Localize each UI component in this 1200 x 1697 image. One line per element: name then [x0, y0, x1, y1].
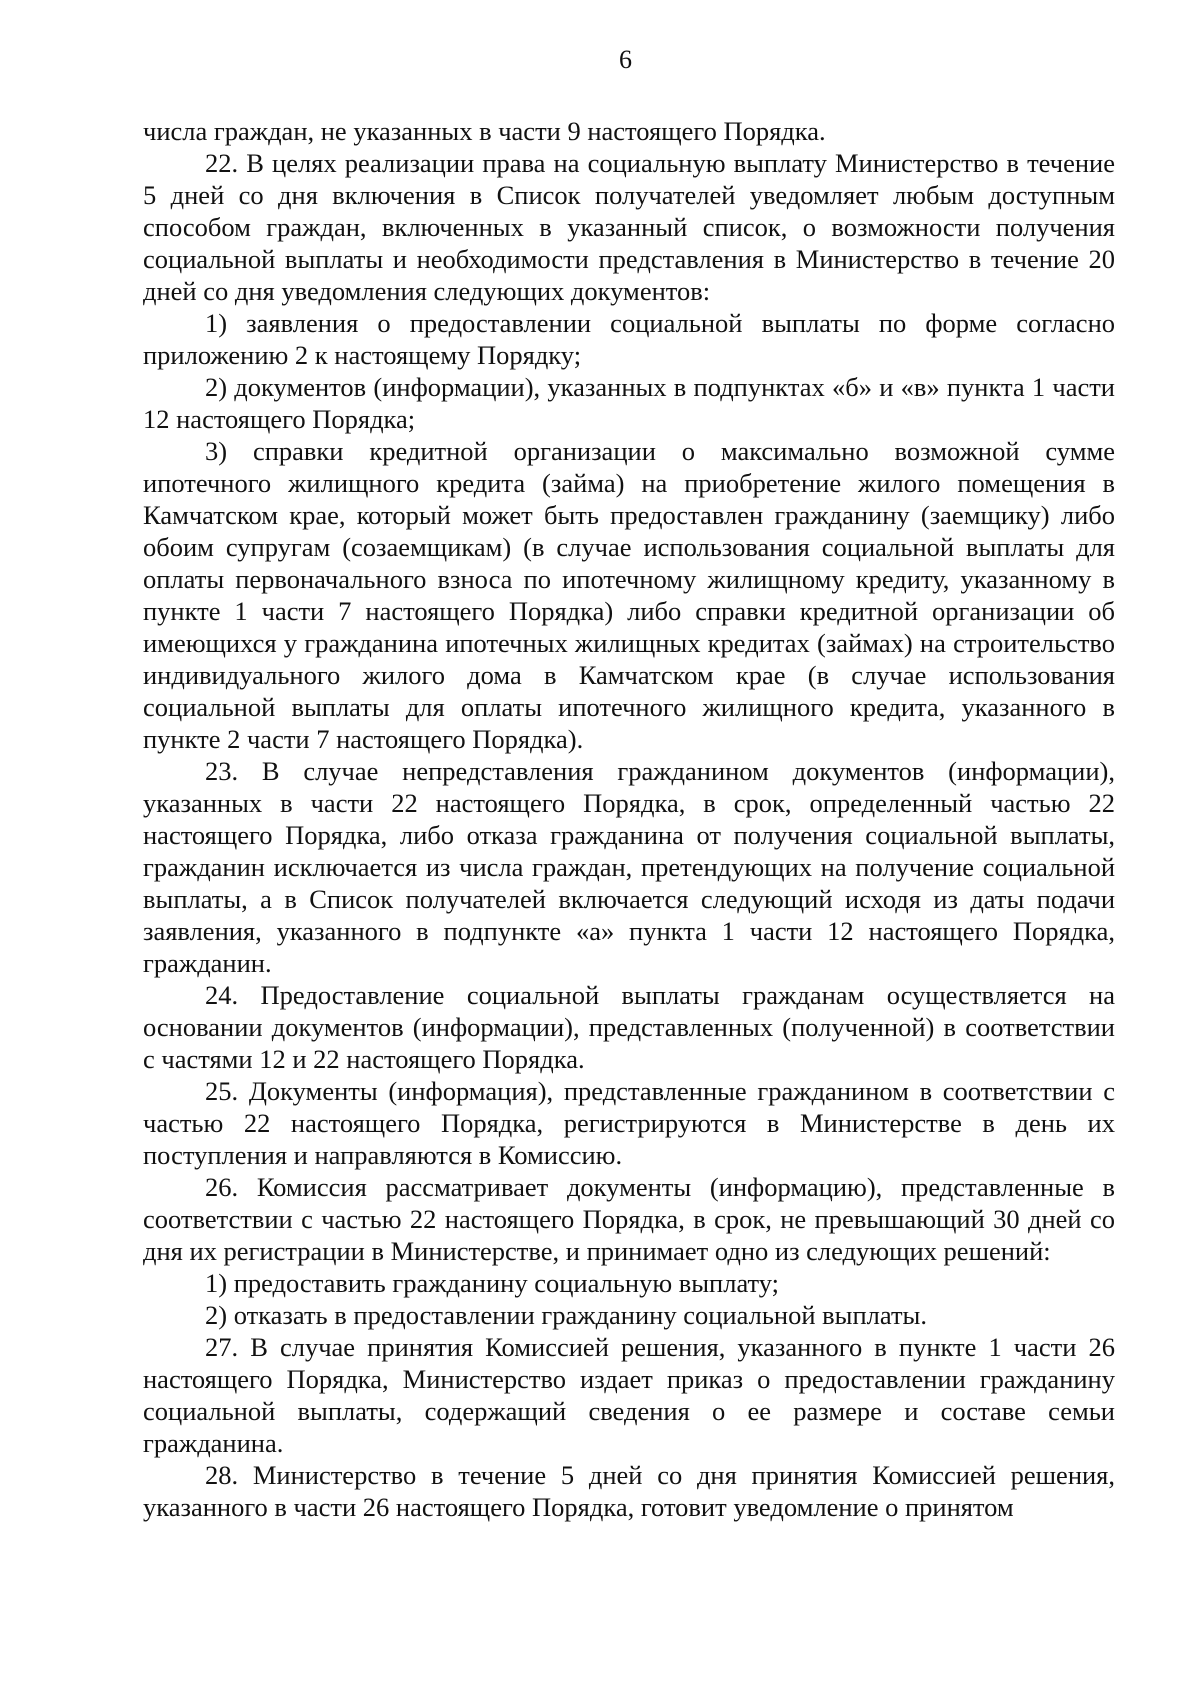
paragraph: 22. В целях реализации права на социальную выплату Министерство в течение 5 дней со дня включения в Список получателей уведомляет любым доступным способом граждан, включенных в указанный список, о возможности получения социальной выплаты и необходимости представления в Министерство в течение 20 дней со дня уведомления следующих документов:: [143, 148, 1115, 306]
document-body: [143, 115, 1115, 1523]
paragraph: 24. Предоставление социальной выплаты гражданам осуществляется на основании документов (информации), представленных (полученной) в соответствии с частями 12 и 22 настоящего Порядка.: [143, 980, 1115, 1074]
paragraph: числа граждан, не указанных в части 9 настоящего Порядка.: [143, 116, 826, 146]
paragraph: 3) справки кредитной организации о максимально возможной сумме ипотечного жилищного кредита (займа) на приобретение жилого помещения в Камчатском крае, который может быть предоставлен гражданину (заемщику) либо обоим супругам (созаемщикам) (в случае использования социальной выплаты для оплаты первоначального взноса по ипотечному жилищному кредиту, указанному в пункте 1 части 7 настоящего Порядка) либо справки кредитной организации об имеющихся у гражданина ипотечных жилищных кредитах (займах) на строительство индивидуального жилого дома в Камчатском крае (в случае использования социальной выплаты для оплаты ипотечного жилищного кредита, указанного в пункте 2 части 7 настоящего Порядка).: [143, 436, 1115, 754]
paragraph: 2) отказать в предоставлении гражданину социальной выплаты.: [205, 1300, 927, 1330]
paragraph: 28. Министерство в течение 5 дней со дня принятия Комиссией решения, указанного в части 26 настоящего Порядка, готовит уведомление о принятом: [143, 1460, 1115, 1522]
paragraph: 26. Комиссия рассматривает документы (информацию), представленные в соответствии с частью 22 настоящего Порядка, в срок, не превышающий 30 дней со дня их регистрации в Министерстве, и принимает одно из следующих решений:: [143, 1172, 1115, 1266]
paragraph: 2) документов (информации), указанных в подпунктах «б» и «в» пункта 1 части 12 настоящего Порядка;: [143, 372, 1115, 434]
paragraph: 23. В случае непредставления гражданином документов (информации), указанных в части 22 настоящего Порядка, в срок, определенный частью 22 настоящего Порядка, либо отказа гражданина от получения социальной выплаты, гражданин исключается из числа граждан, претендующих на получение социальной выплаты, а в Список получателей включается следующий исходя из даты подачи заявления, указанного в подпункте «а» пункта 1 части 12 настоящего Порядка, гражданин.: [143, 756, 1115, 978]
paragraph: 27. В случае принятия Комиссией решения, указанного в пункте 1 части 26 настоящего Порядка, Министерство издает приказ о предоставлении гражданину социальной выплаты, содержащий сведения о ее размере и составе семьи гражданина.: [143, 1332, 1115, 1458]
paragraph: 25. Документы (информация), представленные гражданином в соответствии с частью 22 настоящего Порядка, регистрируются в Министерстве в день их поступления и направляются в Комиссию.: [143, 1076, 1115, 1170]
paragraph: 1) заявления о предоставлении социальной выплаты по форме согласно приложению 2 к настоящему Порядку;: [143, 308, 1115, 370]
paragraph: 1) предоставить гражданину социальную выплату;: [205, 1268, 780, 1298]
page-number: 6: [619, 45, 632, 74]
